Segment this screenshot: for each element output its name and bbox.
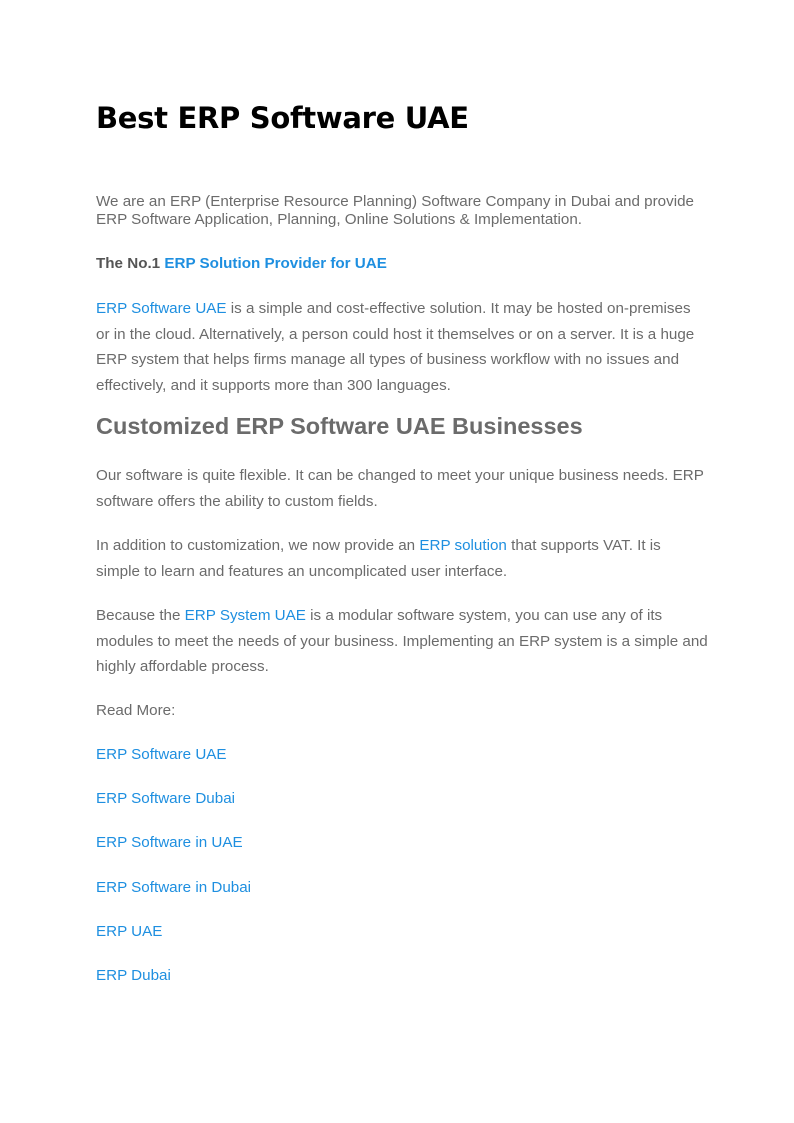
provider-subheading — [96, 254, 387, 274]
section-heading: Customized ERP Software UAE Businesses — [96, 413, 583, 439]
erp-solution-provider-link[interactable]: ERP Solution Provider for UAE — [164, 255, 387, 272]
read-more-item — [96, 832, 251, 876]
read-more-links — [96, 744, 251, 1009]
read-more-item — [96, 788, 251, 832]
modular-text-after: is a modular software system, you can use any of its modules to meet the needs of your business. Implementing an ERP system is a simple and highly affordable process. — [96, 607, 708, 675]
read-more-link-erp-software-uae[interactable]: ERP Software UAE — [96, 746, 227, 763]
read-more-link-erp-software-in-uae[interactable]: ERP Software in UAE — [96, 834, 243, 852]
subheading-prefix: The No.1 — [96, 255, 165, 272]
modular-text-before: Because the — [96, 607, 185, 624]
modular-paragraph — [96, 603, 708, 680]
erp-system-uae-link[interactable]: ERP System UAE — [184, 607, 306, 624]
read-more-item — [96, 877, 251, 921]
description-paragraph — [96, 296, 708, 398]
read-more-link-erp-software-dubai[interactable]: ERP Software Dubai — [96, 790, 236, 808]
customization-text-after: that supports VAT. It is simple to learn and features an uncomplicated user interface. — [96, 537, 661, 580]
read-more-link-erp-software-in-dubai[interactable]: ERP Software in Dubai — [96, 878, 252, 896]
read-more-item — [96, 965, 251, 1009]
read-more-item — [96, 744, 251, 788]
customization-paragraph — [96, 533, 708, 584]
read-more-label: Read More: — [96, 702, 176, 719]
erp-solution-link[interactable]: ERP solution — [419, 537, 507, 554]
intro-paragraph: We are an ERP (Enterprise Resource Planning) Software Company in Dubai and provide ERP Software Application, Planning, Online Solutions & Implementation. — [96, 193, 694, 228]
read-more-link-erp-uae[interactable]: ERP UAE — [96, 922, 163, 940]
erp-software-uae-inline-link[interactable]: ERP Software UAE — [96, 300, 227, 317]
read-more-item — [96, 921, 251, 965]
page-title: Best ERP Software UAE — [96, 101, 469, 135]
flexibility-paragraph: Our software is quite flexible. It can be changed to meet your unique business needs. ERP software offers the ability to custom fields. — [96, 467, 704, 510]
description-text: is a simple and cost-effective solution. It may be hosted on-premises or in the cloud. Alternatively, a person could host it themselves or on a server. It is a huge ERP system that helps firms manage all types of business workflow with no issues and effectively, and it supports more than 300 languages. — [96, 300, 695, 394]
customization-text-before: In addition to customization, we now provide an — [96, 537, 420, 554]
read-more-link-erp-dubai[interactable]: ERP Dubai — [96, 966, 171, 984]
